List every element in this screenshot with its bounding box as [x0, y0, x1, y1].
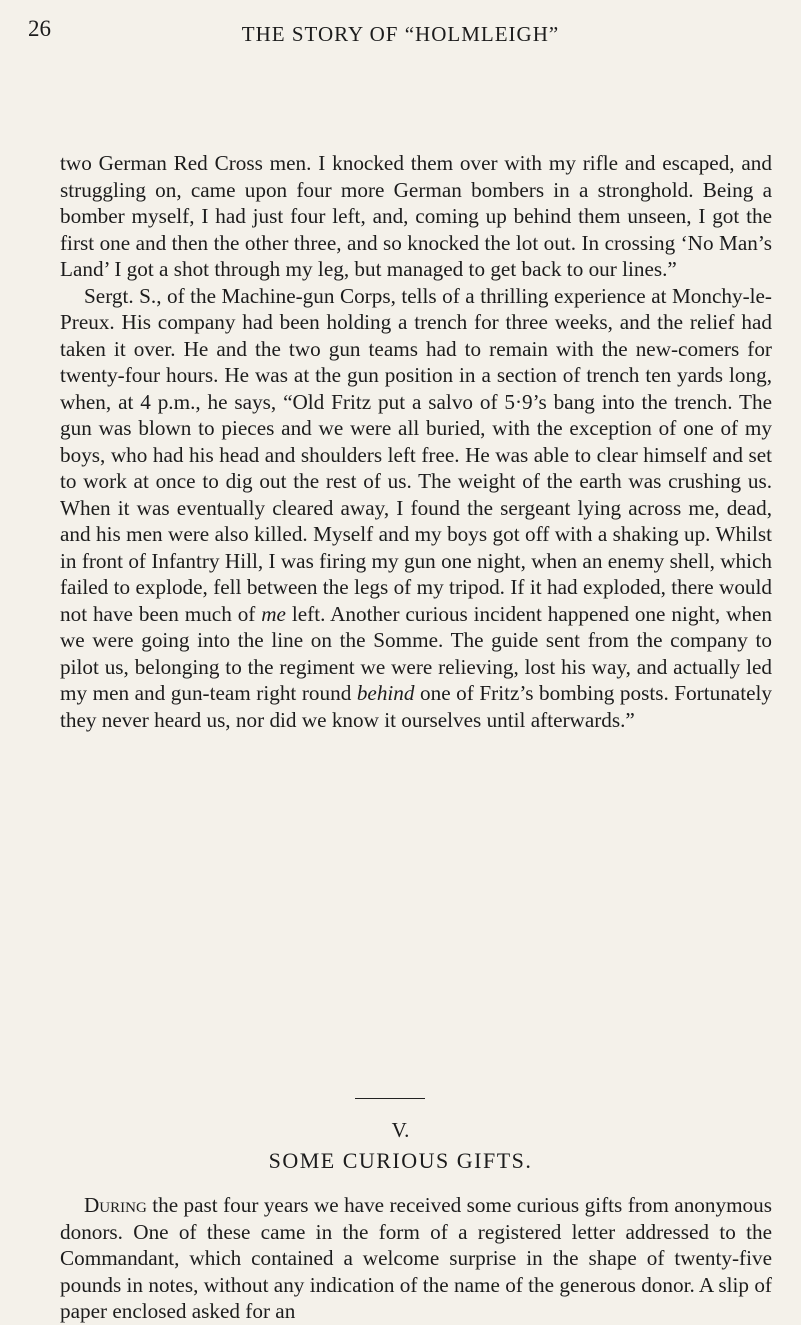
section-title: SOME CURIOUS GIFTS.: [268, 1148, 533, 1173]
paragraph-text: left. Another curious incident happened one night, when we were going into the line on the Somme. The guide sent from the company to pilot us, belonging to the regiment we were relieving, lost his way, and actually led my men and gun-team right round: [60, 601, 772, 705]
body-text: [60, 150, 772, 733]
section-numeral: V.: [391, 1118, 410, 1142]
paragraph-sergeant-account: [60, 283, 772, 734]
paragraph-text: Sergt. S., of the Machine-gun Corps, tells of a thrilling experience at Monchy-le-Preux. His company had been holding a trench for three weeks, and the relief had taken it over. He and the two gun teams had to remain with the new-comers for twenty-four hours. He was at the gun position in a section of trench ten yards long, when, at 4 p.m., he says, “Old Fritz put a salvo of 5·9’s bang into the trench. The gun was blown to pieces and we were all buried, with the exception of one of my boys, who had his head and shoulders left free. He was able to clear himself and set to work at once to dig out the rest of us. The weight of the earth was crushing us. When it was eventually cleared away, I found the sergeant lying across me, dead, and his men were also killed. Myself and my boys got off with a shaking up. Whilst in front of Infantry Hill, I was firing my gun one night, when an enemy shell, which failed to explode, fell between the legs of my tripod. If it had exploded, there would not have been much of: [60, 283, 772, 626]
paragraph-continuation: two German Red Cross men. I knocked them over with my rifle and escaped, and struggling on, came upon four more German bombers in a stronghold. Being a bomber myself, I had just four left, and, coming up behind them unseen, I got the first one and then the other three, and so knocked the lot out. In crossing ‘No Man’s Land’ I got a shot through my leg, but managed to get back to our lines.”: [60, 151, 772, 281]
section-body: [60, 1192, 772, 1325]
section-divider: [355, 1098, 425, 1099]
emphasis-behind: behind: [356, 681, 415, 705]
paragraph-text: the past four years we have received some curious gifts from anonymous donors. One of these came in the form of a registered letter addressed to the Commandant, which contained a welcome surprise in the shape of twenty-five pounds in notes, without any indication of the name of the generous donor. A slip of paper enclosed asked for an: [60, 1193, 772, 1323]
paragraph-curious-gifts: [60, 1192, 772, 1325]
page-number: 26: [28, 16, 51, 41]
lead-word: During: [84, 1193, 147, 1217]
paragraph-text: one of Fritz’s bombing posts. Fortunately they never heard us, nor did we know it ourselves until afterwards.”: [60, 681, 772, 732]
emphasis-me: me: [261, 601, 286, 626]
running-head: THE STORY OF “HOLMLEIGH”: [241, 22, 560, 46]
